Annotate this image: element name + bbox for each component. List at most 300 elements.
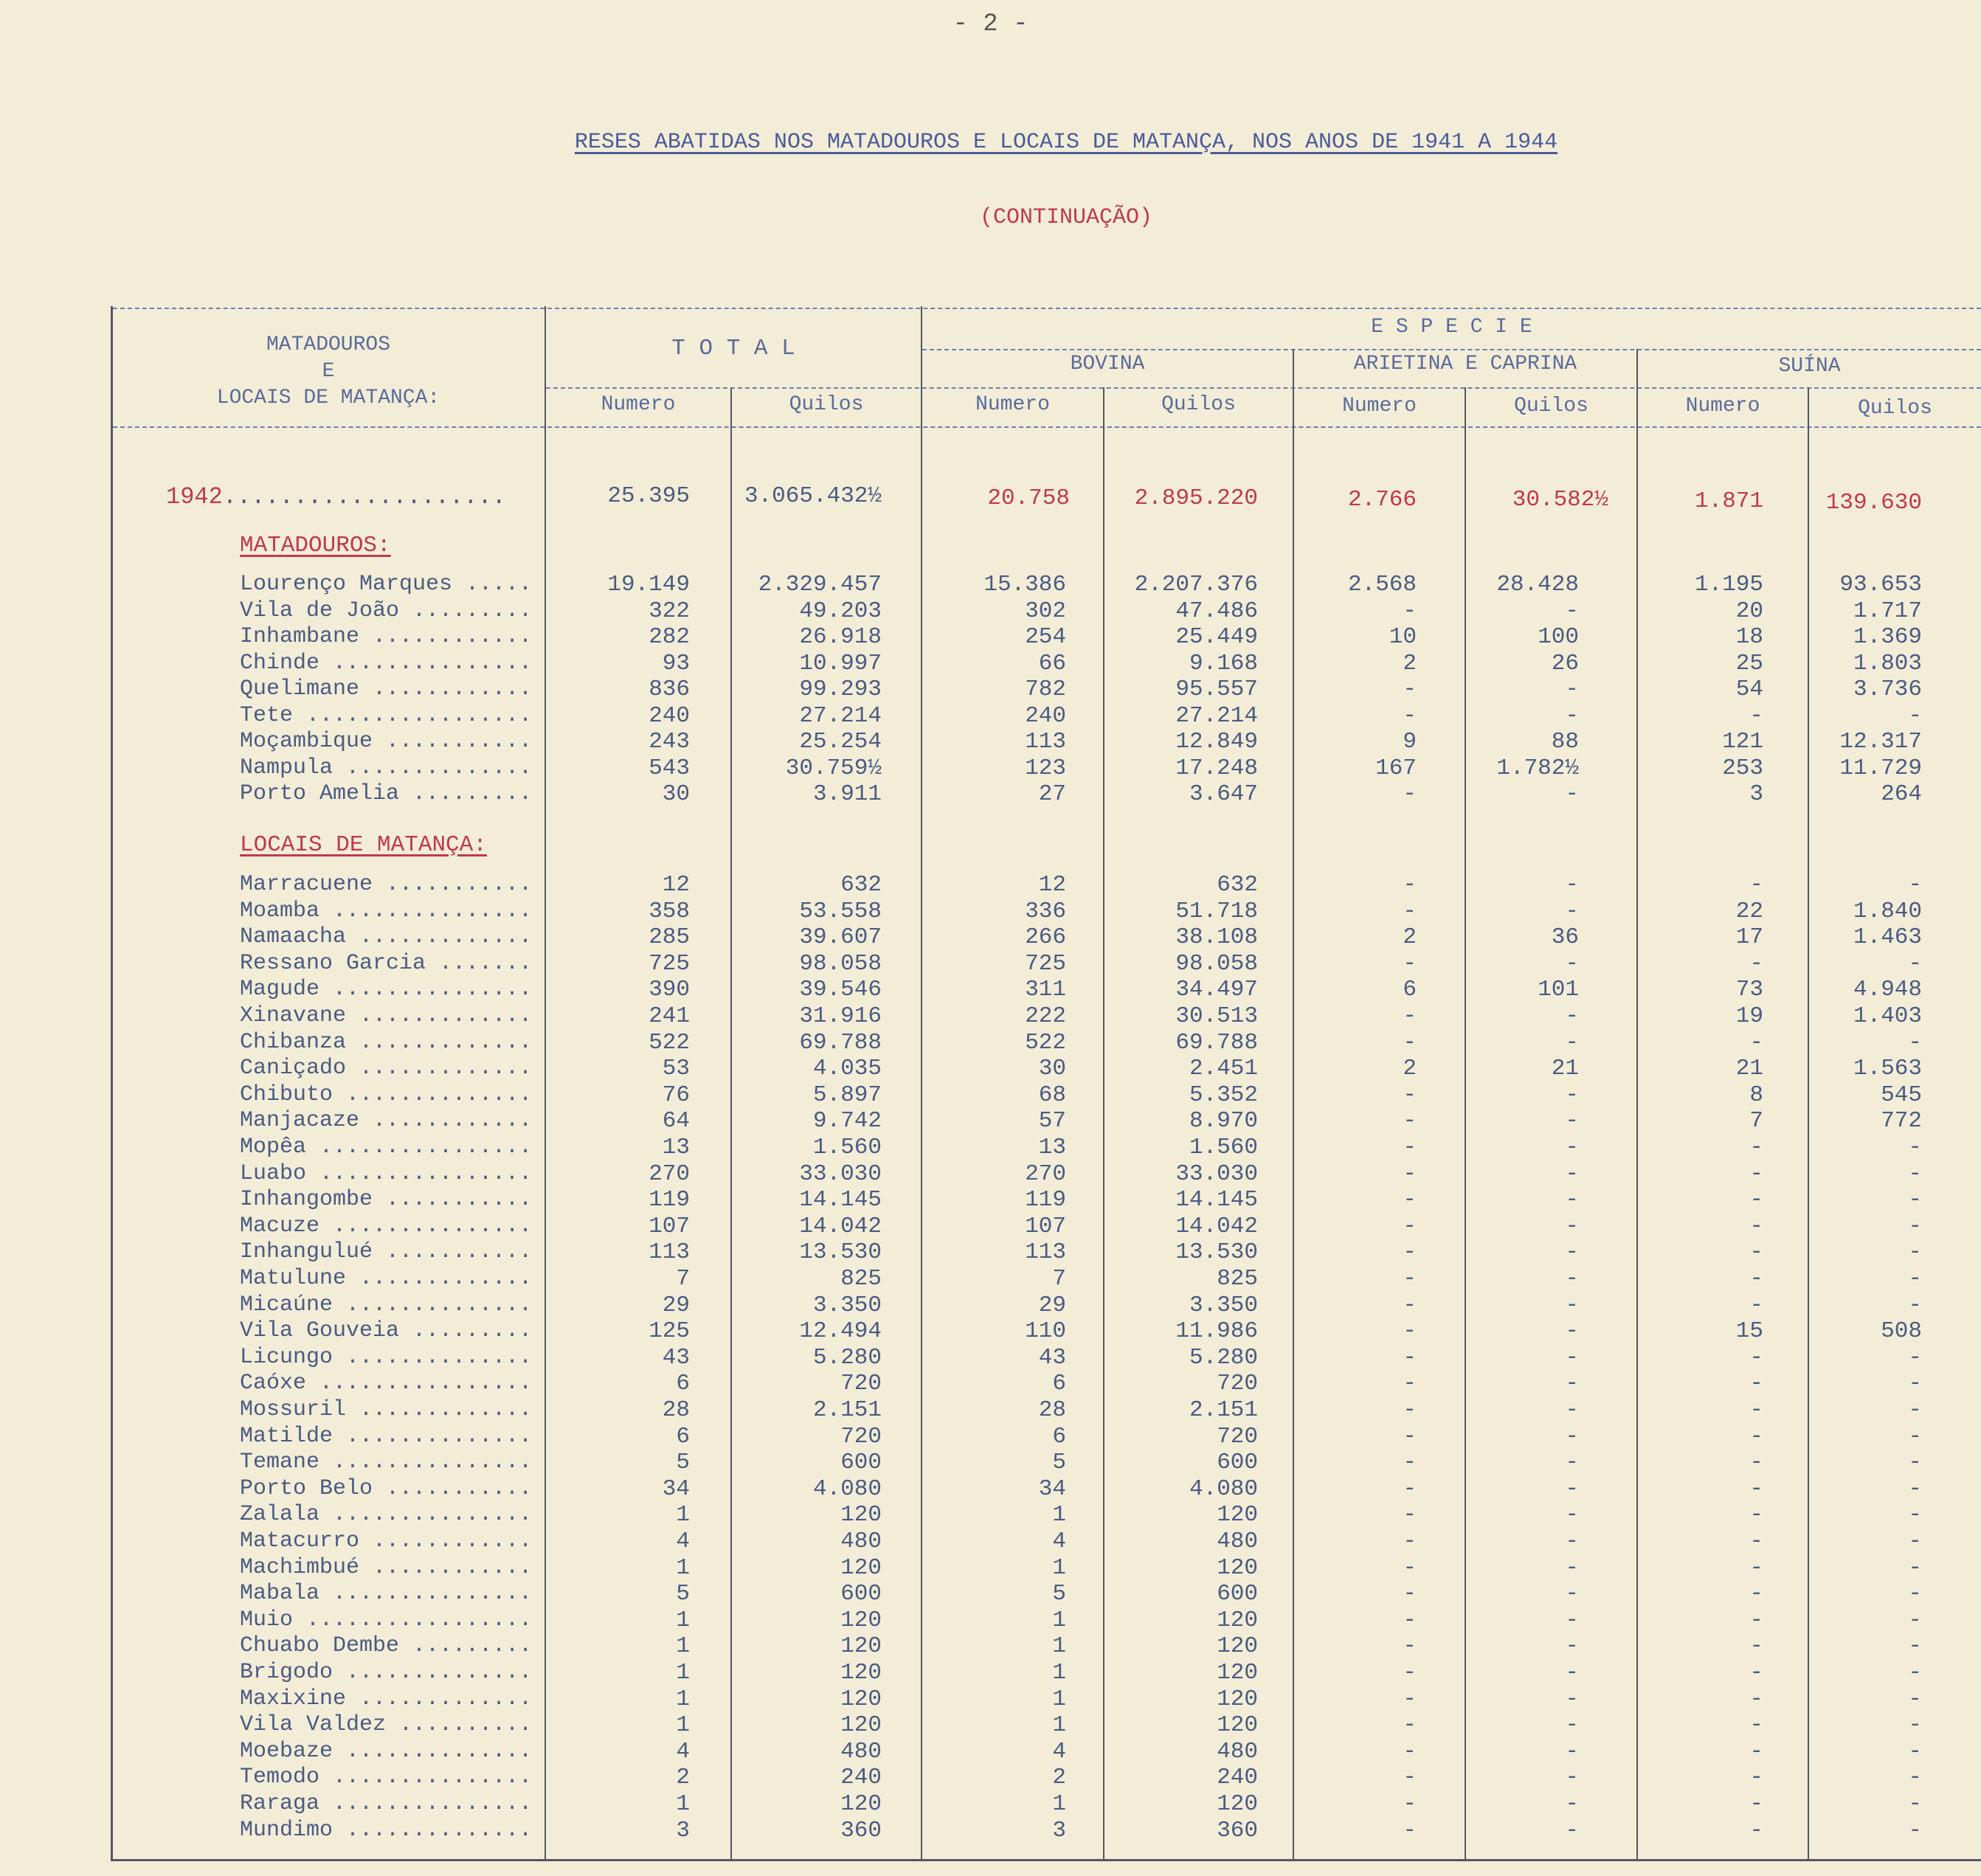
row-value-col-1: 6 — [676, 1423, 690, 1450]
row-value-col-8: - — [1908, 1712, 1922, 1739]
row-location-name: Xinavane ..... — [240, 1003, 528, 1028]
row-value-col-6: - — [1565, 1791, 1579, 1817]
row-value-col-3: 6 — [1052, 1423, 1066, 1450]
header-col1-line2: E — [322, 360, 335, 383]
row-value-col-8: 4.948 — [1853, 977, 1922, 1003]
vline-2 — [730, 387, 732, 1859]
row-value-col-1: 543 — [649, 755, 690, 781]
row-value-col-7: - — [1749, 872, 1763, 898]
row-value-col-3: 107 — [1025, 1213, 1066, 1239]
row-value-col-6: - — [1565, 1475, 1579, 1502]
row-value-col-7: - — [1749, 1239, 1763, 1266]
row-value-col-7: 8 — [1749, 1081, 1763, 1108]
row-value-col-3: 4 — [1052, 1529, 1066, 1554]
row-value-col-8: - — [1908, 1475, 1922, 1502]
row-value-col-7: 54 — [1735, 676, 1763, 702]
row-value-col-1: 4 — [676, 1529, 690, 1554]
row-value-col-2: 120 — [840, 1686, 882, 1712]
row-value-col-6: - — [1565, 1581, 1579, 1607]
row-value-col-1: 29 — [662, 1292, 690, 1318]
row-value-col-1: 64 — [662, 1108, 690, 1135]
row-value-col-7: - — [1749, 1607, 1763, 1633]
row-value-col-6: - — [1565, 1213, 1579, 1239]
row-value-col-1: 6 — [676, 1371, 690, 1397]
row-value-col-2: 480 — [840, 1738, 882, 1765]
row-location-name: Chibanza ..... — [240, 1030, 528, 1055]
row-value-col-5: - — [1403, 1292, 1417, 1318]
section-matadouros: MATADOUROS: — [240, 533, 391, 558]
row-value-col-5: - — [1403, 702, 1417, 729]
row-value-col-6: - — [1565, 1160, 1579, 1187]
row-value-col-4: 13.530 — [1175, 1239, 1258, 1266]
row-value-col-6: - — [1565, 1765, 1579, 1791]
row-value-col-5: - — [1403, 1108, 1417, 1135]
row-value-col-3: 1 — [1052, 1712, 1066, 1739]
row-location-name: Manjacaze ..... — [240, 1108, 528, 1133]
row-value-col-7: 18 — [1735, 624, 1763, 650]
row-value-col-2: 5.897 — [812, 1081, 882, 1108]
row-value-col-1: 1 — [676, 1686, 690, 1712]
row-value-col-2: 39.607 — [799, 924, 882, 951]
row-value-col-6: - — [1565, 1108, 1579, 1135]
row-value-col-4: 5.280 — [1189, 1344, 1258, 1371]
row-value-col-7: - — [1749, 1029, 1763, 1056]
row-value-col-4: 360 — [1217, 1817, 1258, 1844]
row-value-col-7: 22 — [1735, 898, 1763, 924]
row-value-col-3: 12 — [1038, 872, 1066, 898]
row-location-name: Macuze ..... — [240, 1214, 528, 1239]
row-value-col-8: - — [1908, 1135, 1922, 1160]
row-value-col-6: - — [1565, 950, 1579, 977]
row-value-col-1: 282 — [649, 624, 690, 650]
year-bovina-quilos: 2.895.220 — [1134, 485, 1258, 511]
row-value-col-1: 28 — [662, 1397, 690, 1423]
row-value-col-2: 39.546 — [799, 977, 882, 1003]
row-value-col-8: - — [1908, 1160, 1922, 1187]
row-value-col-7: 17 — [1735, 924, 1763, 951]
row-location-name: Chinde ..... — [240, 651, 528, 676]
row-value-col-4: 14.145 — [1175, 1187, 1258, 1214]
row-value-col-7: - — [1749, 1450, 1763, 1476]
row-value-col-6: - — [1565, 1738, 1579, 1765]
row-value-col-5: - — [1403, 1239, 1417, 1266]
row-value-col-1: 19.149 — [607, 572, 690, 598]
row-value-col-8: 1.717 — [1853, 598, 1922, 624]
row-value-col-3: 113 — [1025, 1239, 1066, 1266]
row-value-col-3: 34 — [1038, 1475, 1066, 1502]
row-value-col-6: - — [1565, 1817, 1579, 1844]
row-value-col-2: 1.560 — [812, 1135, 882, 1160]
row-value-col-5: - — [1403, 676, 1417, 702]
header-bovina-quilos: Quilos — [1161, 393, 1236, 416]
row-value-col-7: - — [1749, 1344, 1763, 1371]
row-value-col-2: 13.530 — [799, 1239, 882, 1266]
row-value-col-6: 28.428 — [1496, 572, 1579, 598]
row-value-col-4: 47.486 — [1175, 598, 1258, 624]
row-value-col-3: 1 — [1052, 1791, 1066, 1817]
row-value-col-5: 9 — [1403, 729, 1417, 755]
row-value-col-1: 53 — [662, 1056, 690, 1082]
row-location-name: Porto Amelia ..... — [240, 781, 528, 806]
row-value-col-4: 240 — [1217, 1765, 1258, 1791]
row-value-col-7: - — [1749, 1475, 1763, 1502]
row-value-col-3: 2 — [1052, 1765, 1066, 1791]
row-value-col-1: 1 — [676, 1660, 690, 1686]
row-value-col-5: 2 — [1403, 650, 1417, 676]
row-value-col-2: 31.916 — [799, 1003, 882, 1029]
row-value-col-3: 28 — [1038, 1397, 1066, 1423]
row-location-name: Matacurro ..... — [240, 1529, 528, 1554]
row-value-col-7: - — [1749, 1187, 1763, 1214]
year-label-leader: .................... — [222, 483, 506, 510]
page-title — [0, 130, 1981, 155]
row-value-col-3: 13 — [1038, 1135, 1066, 1160]
row-value-col-3: 30 — [1038, 1056, 1066, 1082]
page-title-text: RESES ABATIDAS NOS MATADOUROS E LOCAIS DE MATANÇA, NOS ANOS DE 1941 A 1944 — [574, 130, 1558, 155]
row-value-col-8: 1.840 — [1853, 898, 1922, 924]
header-total-quilos: Quilos — [789, 393, 864, 416]
row-value-col-4: 120 — [1217, 1607, 1258, 1633]
row-value-col-2: 69.788 — [799, 1029, 882, 1056]
row-value-col-8: 264 — [1881, 781, 1922, 807]
row-value-col-1: 1 — [676, 1712, 690, 1739]
row-value-col-4: 51.718 — [1175, 898, 1258, 924]
row-location-name: Porto Belo ..... — [240, 1476, 528, 1501]
row-value-col-5: - — [1403, 1738, 1417, 1765]
row-value-col-7: - — [1749, 1791, 1763, 1817]
row-value-col-2: 120 — [840, 1791, 882, 1817]
header-col1-line1: MATADOUROS — [266, 333, 391, 356]
header-arietina: ARIETINA E CAPRINA — [1353, 353, 1577, 375]
row-value-col-2: 480 — [840, 1529, 882, 1554]
row-value-col-5: - — [1403, 1554, 1417, 1581]
row-value-col-5: - — [1403, 1187, 1417, 1214]
row-value-col-8: - — [1908, 1371, 1922, 1397]
row-location-name: Vila Valdez ..... — [240, 1712, 528, 1737]
row-value-col-8: 1.463 — [1853, 924, 1922, 951]
row-value-col-2: 4.035 — [812, 1056, 882, 1082]
row-value-col-1: 5 — [676, 1450, 690, 1476]
row-value-col-2: 26.918 — [799, 624, 882, 650]
row-value-col-1: 2 — [676, 1765, 690, 1791]
row-value-col-1: 836 — [649, 676, 690, 702]
row-value-col-1: 34 — [662, 1475, 690, 1502]
row-value-col-6: - — [1565, 872, 1579, 898]
row-location-name: Mopêa ..... — [240, 1135, 528, 1160]
row-value-col-6: - — [1565, 1450, 1579, 1476]
row-value-col-8: - — [1908, 1450, 1922, 1476]
row-value-col-4: 98.058 — [1175, 950, 1258, 977]
row-value-col-6: - — [1565, 1266, 1579, 1292]
rule-sub — [546, 387, 1981, 389]
row-value-col-6: - — [1565, 1318, 1579, 1345]
row-value-col-1: 107 — [649, 1213, 690, 1239]
row-value-col-5: - — [1403, 1344, 1417, 1371]
row-value-col-2: 2.151 — [812, 1397, 882, 1423]
row-value-col-6: 21 — [1551, 1056, 1579, 1082]
row-value-col-4: 720 — [1217, 1423, 1258, 1450]
header-suina-quilos: Quilos — [1858, 397, 1932, 420]
row-value-col-8: - — [1908, 1502, 1922, 1529]
row-value-col-2: 30.759½ — [785, 755, 882, 781]
row-value-col-1: 12 — [662, 872, 690, 898]
row-value-col-7: - — [1749, 1213, 1763, 1239]
row-value-col-3: 15.386 — [983, 572, 1066, 598]
row-value-col-8: 1.803 — [1853, 650, 1922, 676]
row-location-name: Chuabo Dembe ..... — [240, 1633, 528, 1658]
row-value-col-6: - — [1565, 1003, 1579, 1029]
row-value-col-2: 720 — [840, 1423, 882, 1450]
row-value-col-4: 632 — [1217, 872, 1258, 898]
row-value-col-5: 2 — [1403, 924, 1417, 951]
row-value-col-7: - — [1749, 1397, 1763, 1423]
row-value-col-7: - — [1749, 1371, 1763, 1397]
header-arietina-quilos: Quilos — [1514, 395, 1588, 418]
row-value-col-1: 241 — [649, 1003, 690, 1029]
row-value-col-3: 27 — [1038, 781, 1066, 807]
vline-6 — [1465, 387, 1466, 1859]
row-value-col-6: - — [1565, 1187, 1579, 1214]
row-location-name: Vila Gouveia ..... — [240, 1318, 528, 1343]
row-value-col-3: 66 — [1038, 650, 1066, 676]
row-value-col-4: 1.560 — [1189, 1135, 1258, 1160]
row-value-col-4: 5.352 — [1189, 1081, 1258, 1108]
row-value-col-7: - — [1749, 1554, 1763, 1581]
row-value-col-1: 358 — [649, 898, 690, 924]
row-value-col-8: - — [1908, 1187, 1922, 1214]
row-value-col-3: 43 — [1038, 1344, 1066, 1371]
row-value-col-5: - — [1403, 1660, 1417, 1686]
year-label — [166, 483, 506, 510]
row-location-name: Brigodo ..... — [240, 1660, 528, 1685]
row-location-name: Temane ..... — [240, 1450, 528, 1475]
row-location-name: Marracuene ..... — [240, 872, 528, 897]
row-value-col-8: 93.653 — [1839, 572, 1922, 598]
header-total-numero: Numero — [601, 393, 676, 416]
row-value-col-3: 29 — [1038, 1292, 1066, 1318]
row-value-col-5: 2.568 — [1347, 572, 1417, 598]
row-value-col-2: 600 — [840, 1581, 882, 1607]
row-value-col-8: 11.729 — [1839, 755, 1922, 781]
row-value-col-5: - — [1403, 1029, 1417, 1056]
row-value-col-7: - — [1749, 1423, 1763, 1450]
row-value-col-1: 390 — [649, 977, 690, 1003]
row-value-col-2: 5.280 — [812, 1344, 882, 1371]
row-location-name: Caóxe ..... — [240, 1371, 528, 1396]
rule-especie — [922, 349, 1981, 350]
row-value-col-8: - — [1908, 1292, 1922, 1318]
row-value-col-2: 14.145 — [799, 1187, 882, 1214]
row-value-col-3: 725 — [1025, 950, 1066, 977]
row-value-col-5: - — [1403, 1581, 1417, 1607]
row-value-col-6: - — [1565, 1029, 1579, 1056]
row-value-col-6: - — [1565, 1529, 1579, 1554]
row-value-col-5: 10 — [1389, 624, 1417, 650]
row-value-col-3: 1 — [1052, 1502, 1066, 1529]
row-value-col-2: 120 — [840, 1633, 882, 1660]
row-location-name: Moebaze ..... — [240, 1739, 528, 1764]
row-value-col-4: 480 — [1217, 1529, 1258, 1554]
row-value-col-7: 73 — [1735, 977, 1763, 1003]
row-value-col-6: 100 — [1538, 624, 1579, 650]
row-value-col-7: 121 — [1722, 729, 1763, 755]
row-value-col-6: - — [1565, 1239, 1579, 1266]
row-value-col-2: 120 — [840, 1712, 882, 1739]
row-value-col-4: 120 — [1217, 1554, 1258, 1581]
row-value-col-7: - — [1749, 1160, 1763, 1187]
row-value-col-1: 30 — [662, 781, 690, 807]
row-value-col-7: - — [1749, 1266, 1763, 1292]
row-value-col-7: - — [1749, 1529, 1763, 1554]
row-value-col-5: - — [1403, 1266, 1417, 1292]
row-value-col-1: 1 — [676, 1502, 690, 1529]
year-label-text: 1942 — [166, 483, 223, 510]
row-value-col-4: 30.513 — [1175, 1003, 1258, 1029]
row-value-col-5: - — [1403, 1081, 1417, 1108]
row-value-col-1: 1 — [676, 1554, 690, 1581]
row-value-col-7: 15 — [1735, 1318, 1763, 1345]
row-value-col-6: - — [1565, 1397, 1579, 1423]
row-value-col-6: - — [1565, 1135, 1579, 1160]
vline-8 — [1808, 387, 1809, 1859]
row-value-col-4: 12.849 — [1175, 729, 1258, 755]
row-value-col-5: - — [1403, 1686, 1417, 1712]
rule-header-bottom — [113, 426, 1981, 428]
row-value-col-5: - — [1403, 1607, 1417, 1633]
row-value-col-1: 13 — [662, 1135, 690, 1160]
row-value-col-2: 3.350 — [812, 1292, 882, 1318]
row-value-col-2: 120 — [840, 1554, 882, 1581]
row-value-col-8: - — [1908, 1791, 1922, 1817]
row-value-col-5: - — [1403, 1712, 1417, 1739]
row-value-col-1: 270 — [649, 1160, 690, 1187]
row-value-col-3: 782 — [1025, 676, 1066, 702]
row-value-col-2: 360 — [840, 1817, 882, 1844]
row-value-col-7: - — [1749, 1738, 1763, 1765]
row-value-col-4: 38.108 — [1175, 924, 1258, 951]
row-value-col-3: 7 — [1052, 1266, 1066, 1292]
row-value-col-5: - — [1403, 1765, 1417, 1791]
row-value-col-3: 1 — [1052, 1686, 1066, 1712]
row-value-col-6: - — [1565, 1686, 1579, 1712]
row-value-col-2: 98.058 — [799, 950, 882, 977]
row-value-col-6: - — [1565, 1081, 1579, 1108]
row-value-col-1: 5 — [676, 1581, 690, 1607]
row-value-col-8: - — [1908, 1607, 1922, 1633]
row-value-col-5: - — [1403, 1475, 1417, 1502]
row-value-col-6: 1.782½ — [1496, 755, 1579, 781]
row-value-col-4: 95.557 — [1175, 676, 1258, 702]
row-value-col-2: 53.558 — [799, 898, 882, 924]
row-value-col-6: - — [1565, 1633, 1579, 1660]
row-value-col-1: 93 — [662, 650, 690, 676]
header-especie: E S P E C I E — [1371, 316, 1532, 339]
row-value-col-4: 2.207.376 — [1134, 572, 1258, 598]
rule-top — [113, 308, 1981, 309]
row-value-col-6: - — [1565, 1344, 1579, 1371]
row-value-col-2: 3.911 — [812, 781, 882, 807]
row-value-col-7: 20 — [1735, 598, 1763, 624]
row-value-col-1: 1 — [676, 1633, 690, 1660]
row-value-col-4: 120 — [1217, 1686, 1258, 1712]
row-value-col-7: - — [1749, 1502, 1763, 1529]
row-location-name: Inhangulué ..... — [240, 1239, 528, 1264]
row-value-col-6: - — [1565, 1607, 1579, 1633]
vline-1 — [544, 306, 546, 1859]
header-total: T O T A L — [671, 336, 795, 361]
row-value-col-4: 825 — [1217, 1266, 1258, 1292]
row-value-col-2: 2.329.457 — [758, 572, 882, 598]
row-value-col-7: - — [1749, 1660, 1763, 1686]
row-value-col-3: 1 — [1052, 1607, 1066, 1633]
row-value-col-3: 240 — [1025, 702, 1066, 729]
row-location-name: Luabo ..... — [240, 1161, 528, 1186]
row-value-col-4: 25.449 — [1175, 624, 1258, 650]
vline-5 — [1293, 349, 1294, 1859]
row-value-col-1: 113 — [649, 1239, 690, 1266]
row-value-col-3: 270 — [1025, 1160, 1066, 1187]
vline-7 — [1636, 349, 1638, 1859]
row-value-col-7: 3 — [1749, 781, 1763, 807]
row-value-col-1: 125 — [649, 1318, 690, 1345]
row-value-col-7: - — [1749, 1712, 1763, 1739]
row-value-col-5: - — [1403, 1371, 1417, 1397]
row-value-col-6: - — [1565, 1423, 1579, 1450]
row-value-col-6: 88 — [1551, 729, 1579, 755]
row-value-col-2: 240 — [840, 1765, 882, 1791]
row-value-col-6: - — [1565, 1371, 1579, 1397]
row-value-col-1: 3 — [676, 1817, 690, 1844]
row-location-name: Quelimane ..... — [240, 676, 528, 702]
row-value-col-7: - — [1749, 1686, 1763, 1712]
row-location-name: Matilde ..... — [240, 1424, 528, 1449]
row-value-col-3: 1 — [1052, 1554, 1066, 1581]
row-location-name: Moamba ..... — [240, 899, 528, 924]
row-value-col-1: 119 — [649, 1187, 690, 1214]
row-value-col-6: - — [1565, 781, 1579, 807]
row-value-col-2: 120 — [840, 1660, 882, 1686]
row-value-col-2: 49.203 — [799, 598, 882, 624]
row-value-col-4: 34.497 — [1175, 977, 1258, 1003]
row-value-col-8: - — [1908, 1765, 1922, 1791]
row-value-col-8: - — [1908, 1686, 1922, 1712]
row-value-col-8: - — [1908, 1213, 1922, 1239]
row-value-col-5: - — [1403, 598, 1417, 624]
row-value-col-3: 336 — [1025, 898, 1066, 924]
page-number: - 2 - — [953, 10, 1028, 38]
row-value-col-8: - — [1908, 872, 1922, 898]
section-locais: LOCAIS DE MATANÇA: — [240, 832, 487, 858]
row-value-col-4: 27.214 — [1175, 702, 1258, 729]
row-value-col-8: - — [1908, 702, 1922, 729]
row-location-name: Ressano Garcia ..... — [240, 951, 528, 976]
row-value-col-8: - — [1908, 1817, 1922, 1844]
row-value-col-5: - — [1403, 1160, 1417, 1187]
row-value-col-3: 57 — [1038, 1108, 1066, 1135]
row-value-col-3: 266 — [1025, 924, 1066, 951]
row-location-name: Tete ..... — [240, 703, 528, 728]
row-location-name: Caniçado ..... — [240, 1056, 528, 1081]
row-value-col-3: 68 — [1038, 1081, 1066, 1108]
header-suina-numero: Numero — [1685, 395, 1760, 418]
row-value-col-4: 120 — [1217, 1791, 1258, 1817]
year-bovina-numero: 20.758 — [987, 485, 1070, 511]
row-value-col-8: - — [1908, 1660, 1922, 1686]
row-location-name: Muio ..... — [240, 1607, 528, 1633]
row-value-col-5: - — [1403, 781, 1417, 807]
row-value-col-8: - — [1908, 1397, 1922, 1423]
row-value-col-2: 120 — [840, 1607, 882, 1633]
